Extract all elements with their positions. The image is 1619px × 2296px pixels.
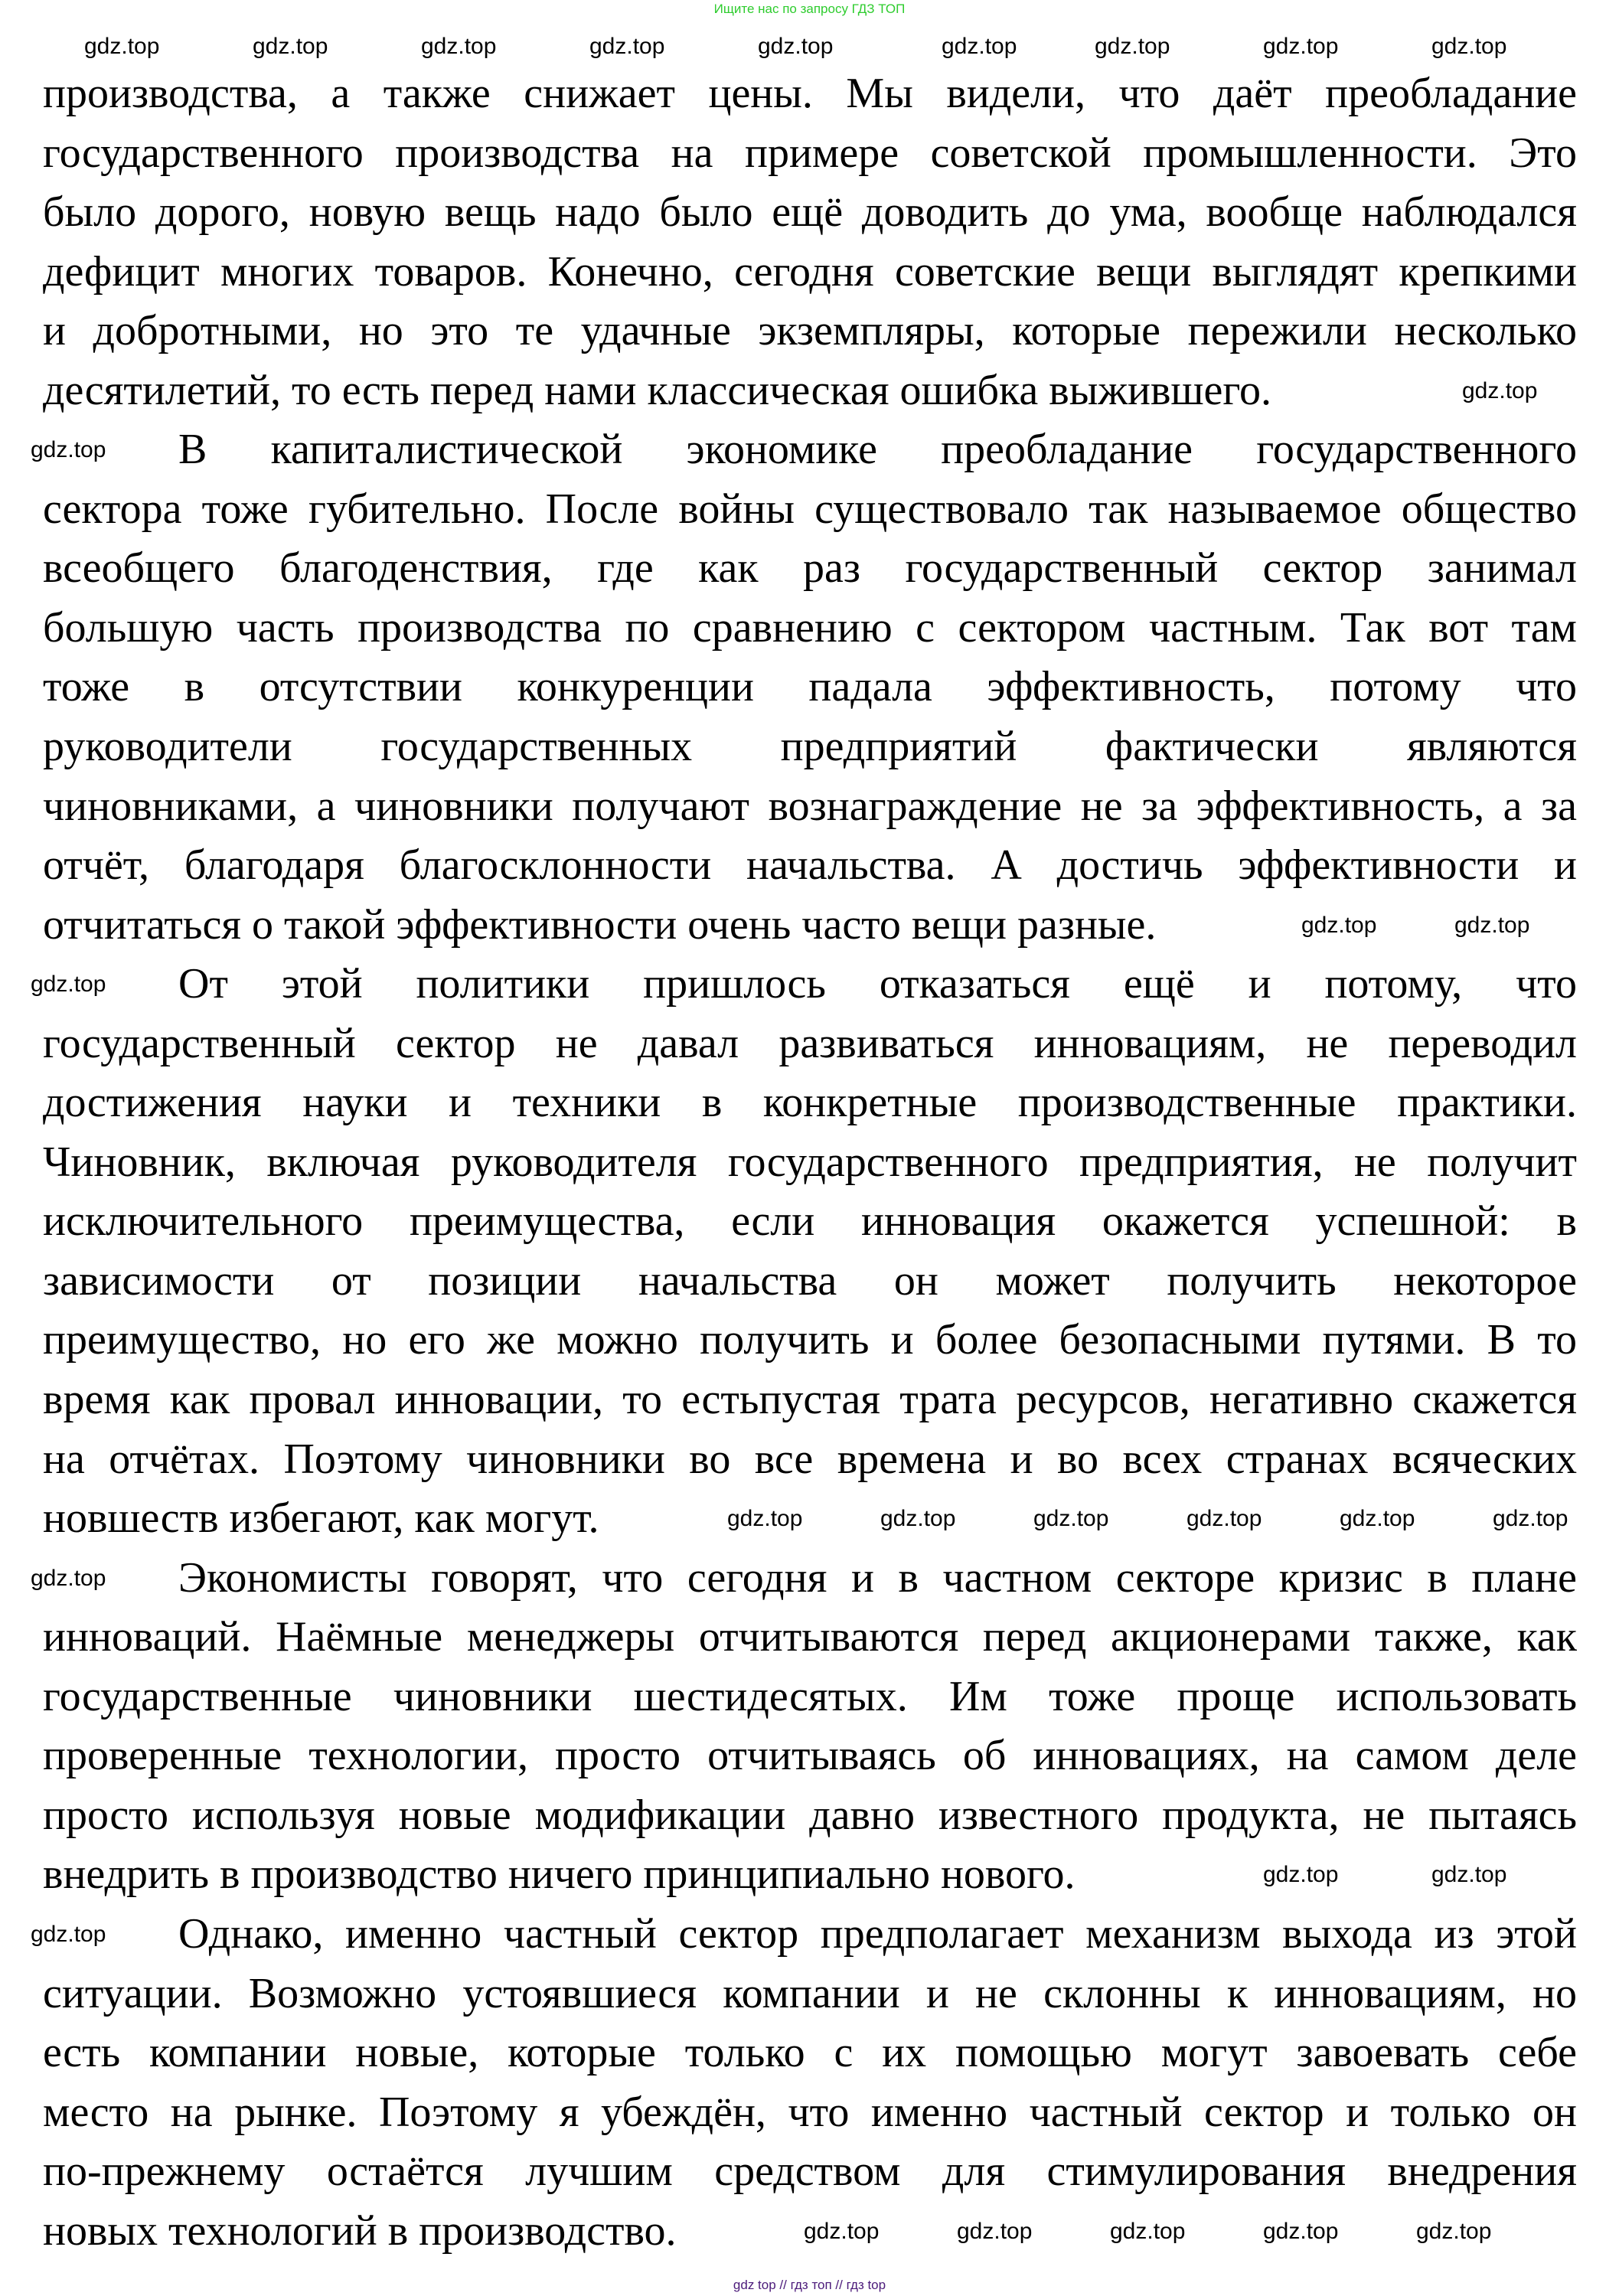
watermark: gdz.top bbox=[1493, 1506, 1568, 1531]
footer-brand: gdz top // гдз топ // гдз top bbox=[733, 2278, 886, 2292]
text-line: большую часть производства по сравнению с сектором частным. Так вот там bbox=[43, 603, 1577, 652]
text-line: время как провал инновации, то естьпустая трата ресурсов, негативно скажется bbox=[43, 1376, 1577, 1424]
text-line: государственный сектор не давал развиваться инновациям, не переводил bbox=[43, 1019, 1577, 1067]
watermark: gdz.top bbox=[1431, 1862, 1507, 1887]
watermark: gdz.top bbox=[84, 34, 160, 59]
watermark: gdz.top bbox=[1110, 2219, 1186, 2244]
text-line: Экономисты говорят, что сегодня и в частном секторе кризис в плане bbox=[178, 1553, 1577, 1602]
text-line: и добротными, но это те удачные экземпляры, которые пережили несколько bbox=[43, 307, 1577, 355]
watermark: gdz.top bbox=[804, 2219, 880, 2244]
text-line: сектора тоже губительно. После войны существовало так называемое общество bbox=[43, 485, 1577, 533]
watermark: gdz.top bbox=[1263, 2219, 1339, 2244]
text-line: просто используя новые модификации давно известного продукта, не пытаясь bbox=[43, 1791, 1577, 1839]
watermark: gdz.top bbox=[589, 34, 665, 59]
watermark: gdz.top bbox=[1462, 378, 1538, 403]
watermark: gdz.top bbox=[1301, 913, 1377, 938]
text-line: десятилетий, то есть перед нами классическая ошибка выжившего. bbox=[43, 366, 1271, 414]
watermark: gdz.top bbox=[942, 34, 1017, 59]
watermark: gdz.top bbox=[253, 34, 328, 59]
watermark: gdz.top bbox=[880, 1506, 956, 1531]
watermark: gdz.top bbox=[31, 1922, 106, 1947]
watermark: gdz.top bbox=[1340, 1506, 1415, 1531]
text-line: инноваций. Наёмные менеджеры отчитываются перед акционерами также, как bbox=[43, 1613, 1577, 1661]
watermark: gdz.top bbox=[31, 437, 106, 462]
text-line: внедрить в производство ничего принципиально нового. bbox=[43, 1850, 1076, 1899]
watermark: gdz.top bbox=[31, 1566, 106, 1591]
watermark: gdz.top bbox=[758, 34, 834, 59]
text-line: достижения науки и техники в конкретные производственные практики. bbox=[43, 1079, 1577, 1127]
text-line: было дорого, новую вещь надо было ещё доводить до ума, вообще наблюдался bbox=[43, 188, 1577, 237]
document-text bbox=[43, 64, 1577, 2261]
text-line: тоже в отсутствии конкуренции падала эффективность, потому что bbox=[43, 663, 1577, 711]
text-line: преимущество, но его же можно получить и более безопасными путями. В то bbox=[43, 1316, 1577, 1364]
watermark: gdz.top bbox=[1263, 1862, 1339, 1887]
watermark: gdz.top bbox=[1454, 913, 1530, 938]
text-line: руководители государственных предприятий фактически являются bbox=[43, 723, 1577, 771]
watermark: gdz.top bbox=[1431, 34, 1507, 59]
text-line: Однако, именно частный сектор предполагает механизм выхода из этой bbox=[178, 1909, 1577, 1958]
text-line: дефицит многих товаров. Конечно, сегодня советские вещи выглядят крепкими bbox=[43, 247, 1577, 296]
watermark: gdz.top bbox=[1187, 1506, 1262, 1531]
text-line: проверенные технологии, просто отчитываясь об инновациях, на самом деле bbox=[43, 1732, 1577, 1780]
text-line: новых технологий в производство. bbox=[43, 2206, 677, 2255]
text-line: отчёт, благодаря благосклонности начальства. А достичь эффективности и bbox=[43, 841, 1577, 890]
watermark: gdz.top bbox=[1263, 34, 1339, 59]
text-line: место на рынке. Поэтому я убеждён, что именно частный сектор и только он bbox=[43, 2088, 1577, 2136]
text-line: государственные чиновники шестидесятых. Им тоже проще использовать bbox=[43, 1672, 1577, 1720]
text-line: В капиталистической экономике преобладание государственного bbox=[178, 426, 1577, 474]
text-line: чиновниками, а чиновники получают вознаграждение не за эффективность, а за bbox=[43, 782, 1577, 830]
text-line: Чиновник, включая руководителя государственного предприятия, не получит bbox=[43, 1138, 1577, 1186]
text-line: всеобщего благоденствия, где как раз государственный сектор занимал bbox=[43, 544, 1577, 593]
text-line: производства, а также снижает цены. Мы видели, что даёт преобладание bbox=[43, 70, 1577, 117]
text-line: есть компании новые, которые только с их помощью могут завоевать себе bbox=[43, 2029, 1577, 2077]
watermark: gdz.top bbox=[1033, 1506, 1109, 1531]
watermark: gdz.top bbox=[31, 972, 106, 997]
text-line: отчитаться о такой эффективности очень часто вещи разные. bbox=[43, 900, 1157, 949]
text-line: по-прежнему остаётся лучшим средством для стимулирования внедрения bbox=[43, 2147, 1577, 2196]
text-line: на отчётах. Поэтому чиновники во все времена и во всех странах всяческих bbox=[43, 1435, 1577, 1483]
watermark: gdz.top bbox=[1095, 34, 1170, 59]
watermark: gdz.top bbox=[727, 1506, 803, 1531]
watermark: gdz.top bbox=[1416, 2219, 1492, 2244]
search-hint-banner: Ищите нас по запросу ГДЗ ТОП bbox=[713, 2, 906, 16]
watermark: gdz.top bbox=[957, 2219, 1033, 2244]
text-line: зависимости от позиции начальства он может получить некоторое bbox=[43, 1256, 1577, 1305]
text-line: ситуации. Возможно устоявшиеся компании и не склонны к инновациям, но bbox=[43, 1969, 1577, 2017]
text-line: исключительного преимущества, если инновация окажется успешной: в bbox=[43, 1197, 1577, 1246]
text-line: государственного производства на примере советской промышленности. Это bbox=[43, 129, 1577, 177]
text-line: новшеств избегают, как могут. bbox=[43, 1494, 599, 1543]
text-line: От этой политики пришлось отказаться ещё и потому, что bbox=[178, 960, 1577, 1008]
watermark: gdz.top bbox=[421, 34, 497, 59]
